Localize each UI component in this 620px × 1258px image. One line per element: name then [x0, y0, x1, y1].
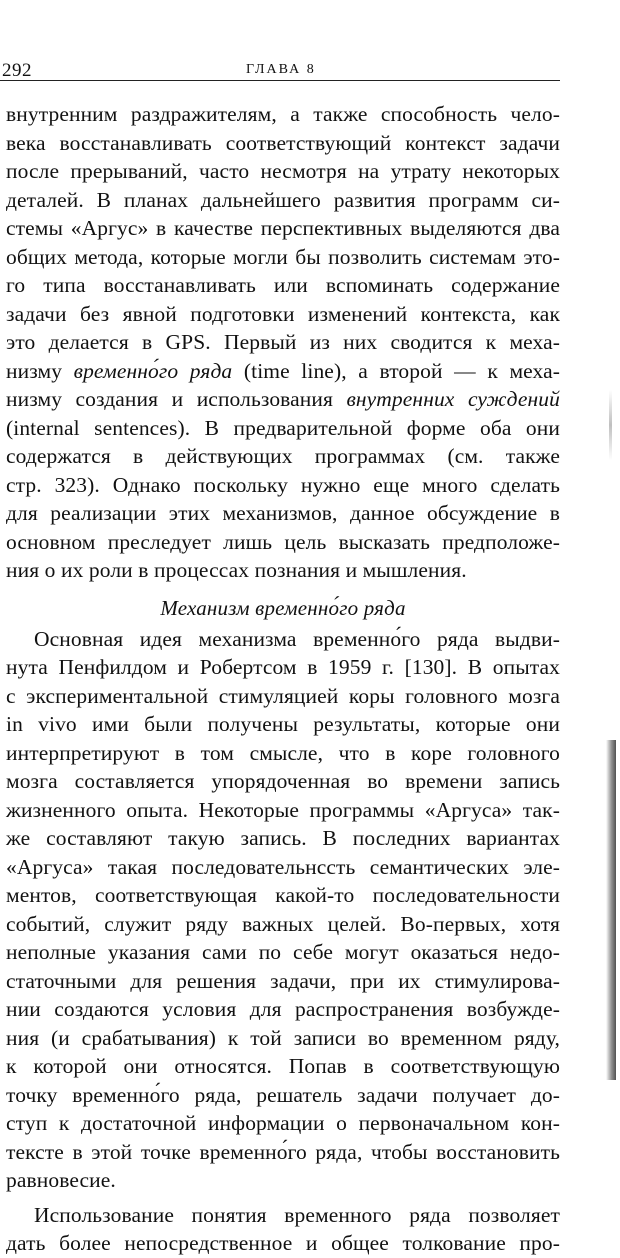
paragraph-1 — [6, 100, 560, 585]
text-line: основном преследует лишь цель высказать предположе- — [6, 529, 560, 554]
text-line: это делается в GPS. Первый из них сводится к меха- — [6, 330, 560, 354]
text-line: Основная идея механизма временно́го ряда выдви- — [34, 626, 560, 651]
body-text — [6, 100, 560, 1258]
running-head: ГЛАВА 8 — [246, 62, 316, 77]
paragraph-3 — [6, 1201, 560, 1258]
text-line: с экспериментальной стимуляцией коры головного мозга — [6, 683, 560, 708]
text-segment: низму — [6, 358, 74, 383]
text-line: стемы «Аргус» в качестве перспективных выделяются два — [6, 216, 560, 240]
text-line: дать более непосредственное и общее толкование про- — [6, 1231, 560, 1255]
text-line: нута Пенфилдом и Робертсом в 1959 г. [130]. В опытах — [6, 655, 560, 679]
section-heading: Механизм временно́го ряда — [160, 595, 406, 620]
text-line: для реализации этих механизмов, данное обсуждение в — [6, 501, 560, 525]
text-line: ния (и срабатывания) к той записи во временном ряду, — [6, 1025, 560, 1050]
text-line: мозга составляется упорядоченная во времени запись — [6, 769, 560, 793]
text-line: «Аргуса» такая последовательнсcть семантических эле- — [6, 854, 560, 879]
text-line: века восстанавливать соответствующий контекст задачи — [6, 130, 560, 155]
italic-term: временно́го ряда — [73, 358, 233, 383]
page-number: 292 — [2, 60, 32, 81]
text-line: общих метода, которые могли бы позволить системам это- — [6, 244, 560, 269]
text-line: in vivo ими были получены результаты, которые они — [6, 712, 560, 736]
text-line: ступ к достаточной информации о первоначальном кон- — [6, 1111, 560, 1135]
text-line: интерпретируют в том смысле, что в коре головного — [6, 740, 560, 765]
text-line: (internal sentences). В предварительной форме оба они — [6, 415, 560, 440]
text-segment: (time line), а второй — к меха- — [232, 358, 560, 383]
text-line: равновесие. — [6, 1168, 116, 1192]
text-line — [6, 385, 560, 414]
text-line: статочными для решения задачи, при их стимулирова- — [6, 968, 560, 993]
text-line: Использование понятия временного ряда позволяет — [34, 1202, 560, 1227]
scan-edge-shadow — [609, 390, 612, 460]
text-line: к которой они относятся. Попав в соответствующую — [6, 1054, 560, 1078]
text-line: точку временно́го ряда, решатель задачи получает до- — [6, 1082, 560, 1107]
scan-edge-shadow — [606, 740, 616, 1080]
text-line: го типа восстанавливать или вспоминать содержание — [6, 273, 560, 297]
text-line: ния о их роли в процессах познания и мышления. — [6, 558, 467, 582]
text-line: ментов, соответствующая какой-то последовательности — [6, 883, 560, 907]
text-line: задачи без явной подготовки изменений контекста, как — [6, 301, 560, 326]
text-line: неполные указания сами по себе могут оказаться недо- — [6, 940, 560, 964]
text-line: внутренним раздражителям, а также способность чело- — [6, 102, 560, 126]
text-line: после прерываний, часто несмотря на утрату некоторых — [6, 159, 560, 183]
text-line: содержатся в действующих программах (см. также — [6, 444, 560, 468]
header-rule — [0, 80, 560, 81]
text-line: событий, служит ряду важных целей. Во-первых, хотя — [6, 911, 560, 936]
italic-term: внутренних суждений — [346, 387, 560, 411]
text-line: же составляют такую запись. В последних вариантах — [6, 826, 560, 850]
text-line: стр. 323). Однако поскольку нужно еще много сделать — [6, 472, 560, 497]
text-line: нии создаются условия для распространения возбужде- — [6, 997, 560, 1021]
text-line: жизненного опыта. Некоторые программы «Аргуса» так- — [6, 797, 560, 822]
text-line: деталей. В планах дальнейшего развития программ си- — [6, 187, 560, 212]
text-line — [6, 357, 560, 386]
text-line: тексте в этой точке временно́го ряда, чтобы восстановить — [6, 1139, 560, 1164]
text-segment: низму создания и использования — [6, 387, 347, 411]
paragraph-2 — [6, 625, 560, 1195]
